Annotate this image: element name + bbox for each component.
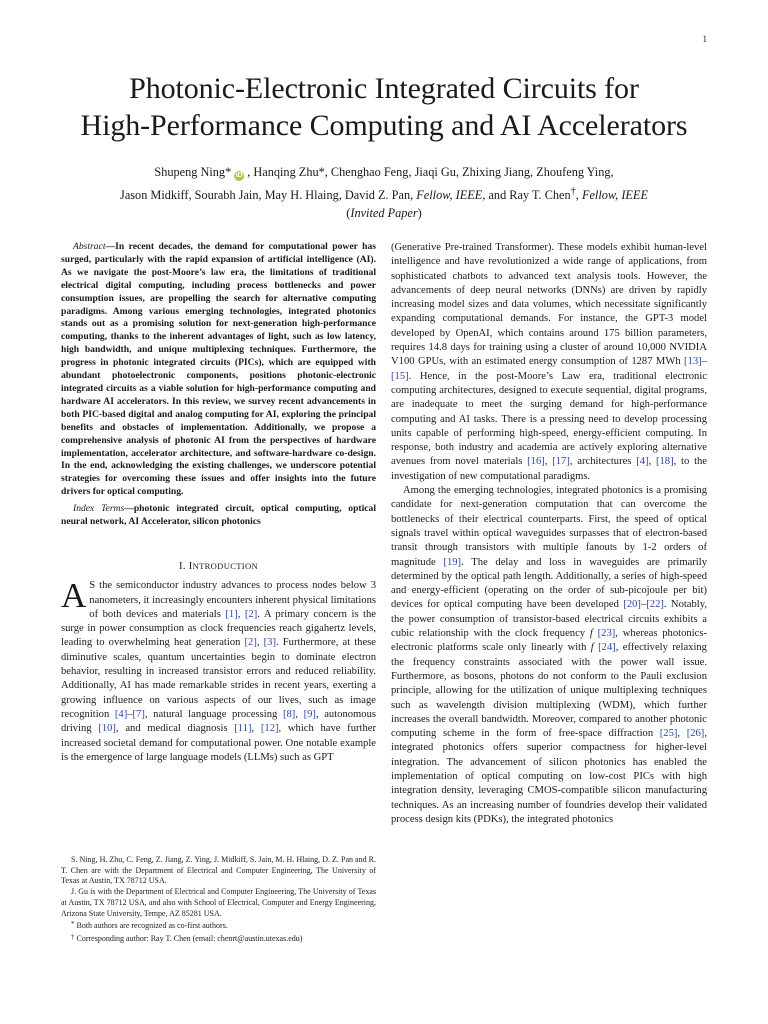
- dropcap: A: [61, 576, 87, 616]
- math-symbol: f: [589, 628, 593, 640]
- author-text: , and Ray T. Chen: [482, 188, 571, 203]
- text: –: [640, 599, 647, 611]
- paper-title: [40, 70, 728, 144]
- citation-link[interactable]: [20]: [623, 599, 641, 611]
- section-title-rest: NTRODUCTION: [192, 560, 258, 571]
- abstract-text: —In recent decades, the demand for computational power has surged, particularly with the rapid expansion of artificial intelligence (AI). As we navigate the post-Moore’s law era, the limitations of traditional electrical digital computing, including process bottlenecks and power consumption issues, are propelling the search for alternative computing paradigms. Among various emerging technologies, integrated photonics stands out as a promising solution for next-generation high-performance computing, thanks to the inherent advantages of light, such as low latency, high bandwidth, and unique multiplexing techniques. Furthermore, the progress in photonic integrated circuits (PICs), which are equipped with abundant photoelectronic components, positions photonic-electronic integrated circuits as a viable solution for high-performance computing and hardware AI accelerators. In this review, we survey recent advancements in both PIC-based digital and analog computing for AI, exploring the principal benefits and obstacles of implementation. Additionally, we propose a comprehensive analysis of photonic AI from the perspectives of hardware implementation, accelerator architecture, and software-hardware co-design. In the end, acknowledging the existing challenges, we underscore potential strategies for overcoming these issues and offer insights into the future drivers for optical computing.: [61, 241, 376, 498]
- section-title-first: I: [188, 560, 193, 572]
- citation-link[interactable]: [19]: [443, 556, 462, 568]
- body-paragraph: [391, 241, 707, 484]
- fellow-title: Fellow, IEEE: [416, 188, 483, 203]
- citation-link[interactable]: [10]: [98, 723, 116, 735]
- text: –: [127, 708, 133, 720]
- citation-link[interactable]: [26]: [686, 728, 705, 740]
- paren: ): [417, 206, 422, 220]
- citation-link[interactable]: [25]: [659, 728, 678, 740]
- invited-paper-note: [0, 206, 768, 221]
- text: , integrated photonics offers superior compactness for higher-level integration. The advancement of silicon photonics has enabled the implementation of optical computing on low-cost PICs with high integration density, leveraging CMOS-compatible silicon manufacturing techniques. As an increasing number of foundries develop their validated process design kits (PDKs), the integrated photonics: [391, 728, 707, 825]
- author-rest: , Hanqing Zhu*, Chenghao Feng, Jiaqi Gu, Zhixing Jiang, Zhoufeng Ying,: [247, 165, 614, 179]
- citation-link[interactable]: [4]: [114, 708, 128, 720]
- author-text: Jason Midkiff, Sourabh Jain, May H. Hlaing, David Z. Pan,: [120, 188, 417, 203]
- invited-text: Invited Paper: [350, 206, 418, 220]
- abstract: [61, 241, 376, 499]
- text: Among the emerging technologies, integrated photonics is a promising candidate for next-generation computation that can overcome the bottlenecks of their electrical counterparts. First, the speed of optical signals travel within optical waveguides surpasses that of electron-based transit through transistors with multiple fanouts by 1-2 orders of magnitude: [391, 485, 707, 568]
- text: , effectively relaxing the frequency constraints associated with the power wall issue. Furthermore, as bosons, photons do not conform to the Pauli exclusion principle, allowing for the utilization of unique multiplexing techniques such as wavelength division multiplexing (WDM), which further increases the overall bandwidth. Moreover, compared to another photonic computing scheme in the form of free-space diffraction: [391, 642, 707, 740]
- orcid-icon[interactable]: [234, 171, 244, 181]
- abstract-lead: Abstract: [73, 241, 106, 252]
- citation-link[interactable]: [3]: [263, 637, 277, 649]
- text: , and medical diagnosis: [115, 723, 235, 735]
- author-list: [30, 163, 738, 205]
- text: . Furthermore, at these diminutive scales, quantum uncertainties begin to dominate electron behavior, resulting in increased transistor errors and reduced reliability. Additionally, AI has made remarkable strides in recent years, exerting a growing influence on various aspects of our lives, such as image recognition: [61, 637, 377, 720]
- citation-link[interactable]: [2]: [244, 637, 257, 649]
- footnote-symbol: †: [71, 932, 75, 941]
- text: –: [701, 356, 707, 368]
- index-terms: [61, 503, 376, 529]
- footnote-text: Corresponding author: Ray T. Chen (email: chenrt@austin.utexas.edu): [74, 933, 303, 943]
- citation-link[interactable]: [12]: [260, 723, 279, 735]
- text: , architectures: [569, 456, 637, 468]
- citation-link[interactable]: [16]: [527, 456, 545, 468]
- text: ,: [648, 456, 656, 468]
- citation-link[interactable]: [13]: [684, 356, 702, 368]
- author-line-2: [30, 182, 738, 205]
- citation-link[interactable]: [24]: [598, 642, 616, 654]
- author-line-1: [30, 163, 738, 182]
- page-number: 1: [702, 34, 707, 44]
- body-paragraph: [391, 484, 707, 827]
- text: , to the investigation of new computational paradigms.: [391, 456, 708, 482]
- title-line-2: High-Performance Computing and AI Accelerators: [80, 109, 688, 142]
- citation-link[interactable]: [22]: [646, 599, 664, 611]
- footnote-symbol: *: [71, 920, 75, 929]
- author-text: ,: [575, 188, 582, 203]
- citation-link[interactable]: [23]: [597, 628, 616, 640]
- text: , which have further increased societal demand for computational power. One notable example is the emergence of large language models (LLMs) such as GPT: [61, 723, 377, 763]
- footnote-text: Both authors are recognized as co-first authors.: [74, 921, 228, 931]
- footnote-affiliation: S. Ning, H. Zhu, C. Feng, Z. Jiang, Z. Ying, J. Midkiff, S. Jain, M. H. Hlaing, D. Z. Pan and R. T. Chen are with the Department of Electrical and Computer Engineering, The University of Texas at Austin, TX 78712 USA.: [61, 855, 376, 886]
- text: . The delay and loss in waveguides are primarily determined by the optical path length. Additionally, a series of high-speed and energy-efficient (operating on the order of sub-picojoule per bit) devices for optical computing have been developed: [391, 556, 707, 611]
- text: ,: [237, 608, 245, 620]
- text: ,: [677, 728, 687, 740]
- citation-link[interactable]: [1]: [225, 608, 238, 620]
- title-line-1: Photonic-Electronic Integrated Circuits for: [129, 72, 639, 105]
- fellow-title: Fellow, IEEE: [581, 188, 648, 203]
- left-column: [61, 241, 376, 765]
- author-first: Shupeng Ning*: [154, 165, 232, 179]
- citation-link[interactable]: [18]: [655, 456, 674, 468]
- section-number: I.: [179, 560, 189, 572]
- index-terms-text: —photonic integrated circuit, optical computing, optical neural network, AI Accelerator, silicon photonics: [61, 503, 377, 528]
- footnote-affiliation-gu: J. Gu is with the Department of Electrical and Computer Engineering, The University of Texas at Austin, TX 78712 USA, and also with School of Electrical, Computer and Energy Engineering, Arizona State University, Tempe, AZ 85281 USA.: [61, 887, 376, 918]
- citation-link[interactable]: [11]: [234, 723, 252, 735]
- text: (Generative Pre-trained Transformer). These models exhibit human-level intelligence and have revolutionized a wide range of applications, from sophisticated chatbots to advanced text analysis tools. However, the advancements of deep neural networks (DNNs) are driven by rapidly increasing model sizes and data volumes, which necessitate significantly expanding computational demands. For instance, the GPT-3 model developed by OpenAI, which contains around 175 billion parameters, requires 14.8 days for training using a cluster of around 10,000 NVIDIA V100 GPUs, with an estimated energy consumption of 1287 MWh: [391, 242, 707, 368]
- paren: (: [346, 206, 351, 220]
- citation-link[interactable]: [9]: [303, 708, 316, 720]
- text: ,: [544, 456, 553, 468]
- text: ,: [295, 708, 304, 720]
- citation-link[interactable]: [15]: [391, 370, 409, 382]
- citation-link[interactable]: [2]: [244, 608, 258, 620]
- citation-link[interactable]: [7]: [132, 708, 145, 720]
- orcid-icon-label: iD: [235, 172, 243, 179]
- text: S the semiconductor industry advances to process nodes below 3 nanometers, it increasingly encounters inherent physical limitations of both devices and materials: [89, 580, 376, 620]
- text: ,: [256, 637, 264, 649]
- text: . Hence, in the post-Moore’s Law era, traditional electronic computing architectures, designed to execute sequential, digital programs, are inadequate to meet the surging demand for high-performance computing and AI tasks. There is a pressing need to develop processing units capable of performing high-speed, energy-efficient computing. In response, both industry and academia are actively exploring alternative avenues from novel materials: [391, 370, 707, 468]
- citation-link[interactable]: [4]: [636, 456, 649, 468]
- footnotes: [61, 855, 376, 945]
- text: , autonomous driving: [61, 708, 377, 735]
- text: . Notably, the power consumption of transistor-based electrical circuits exhibits a cubic relationship with the clock frequency: [391, 599, 708, 640]
- dagger-mark: †: [570, 186, 576, 197]
- index-terms-lead: Index Terms: [73, 503, 125, 515]
- citation-link[interactable]: [17]: [552, 456, 570, 468]
- footnote-cofirst: [61, 919, 376, 932]
- text: , natural language processing: [144, 708, 283, 720]
- citation-link[interactable]: [8]: [282, 708, 296, 720]
- footnote-corresponding: [61, 932, 376, 945]
- text: , whereas photonics-electronic platforms scale only linearly with: [391, 628, 707, 654]
- text: ,: [251, 723, 261, 735]
- text: . A primary concern is the surge in power consumption as clock frequencies reach gigahertz levels, leading to overwhelming heat generation: [61, 608, 376, 649]
- math-symbol: f: [590, 642, 594, 654]
- right-column: [391, 241, 707, 827]
- intro-paragraph: [61, 576, 377, 765]
- section-heading-introduction: [61, 559, 376, 574]
